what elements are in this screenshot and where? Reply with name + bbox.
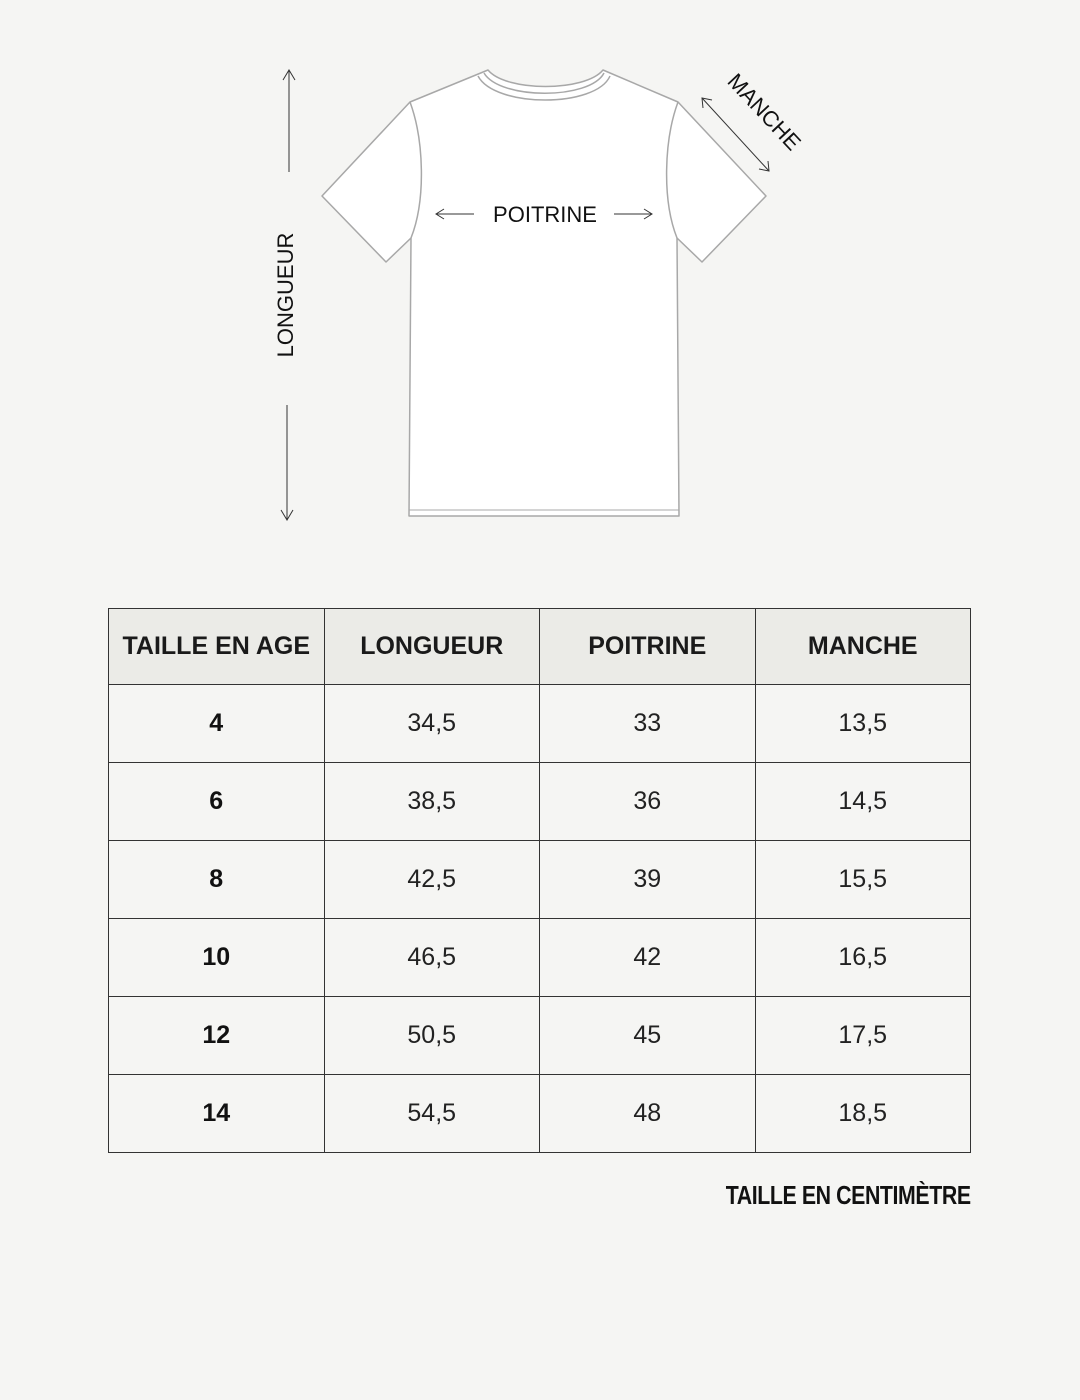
table-row xyxy=(109,919,971,997)
chest-label: POITRINE xyxy=(493,201,597,227)
cell-chest: 45 xyxy=(540,997,756,1075)
table-row xyxy=(109,763,971,841)
unit-note: TAILLE EN CENTIMÈTRE xyxy=(726,1180,971,1210)
cell-sleeve: 18,5 xyxy=(755,1075,971,1153)
cell-sleeve: 13,5 xyxy=(755,685,971,763)
cell-chest: 48 xyxy=(540,1075,756,1153)
cell-length: 34,5 xyxy=(324,685,540,763)
cell-sleeve: 16,5 xyxy=(755,919,971,997)
cell-age: 14 xyxy=(109,1075,325,1153)
header-sleeve: MANCHE xyxy=(755,609,971,685)
table-row xyxy=(109,841,971,919)
table-row xyxy=(109,997,971,1075)
header-length: LONGUEUR xyxy=(324,609,540,685)
cell-length: 38,5 xyxy=(324,763,540,841)
cell-length: 42,5 xyxy=(324,841,540,919)
tshirt-outline-icon xyxy=(322,70,766,516)
cell-length: 54,5 xyxy=(324,1075,540,1153)
cell-sleeve: 15,5 xyxy=(755,841,971,919)
sleeve-label: MANCHE xyxy=(722,68,806,156)
header-age: TAILLE EN AGE xyxy=(109,609,325,685)
table-row xyxy=(109,1075,971,1153)
cell-age: 10 xyxy=(109,919,325,997)
length-label: LONGUEUR xyxy=(272,232,298,358)
cell-chest: 33 xyxy=(540,685,756,763)
cell-age: 4 xyxy=(109,685,325,763)
tshirt-measurement-diagram xyxy=(0,0,1080,560)
cell-sleeve: 14,5 xyxy=(755,763,971,841)
cell-chest: 39 xyxy=(540,841,756,919)
cell-length: 50,5 xyxy=(324,997,540,1075)
header-chest: POITRINE xyxy=(540,609,756,685)
cell-age: 8 xyxy=(109,841,325,919)
cell-age: 6 xyxy=(109,763,325,841)
cell-length: 46,5 xyxy=(324,919,540,997)
cell-age: 12 xyxy=(109,997,325,1075)
cell-chest: 42 xyxy=(540,919,756,997)
cell-chest: 36 xyxy=(540,763,756,841)
table-header-row xyxy=(109,609,971,685)
table-row xyxy=(109,685,971,763)
size-chart-table xyxy=(108,608,971,1153)
cell-sleeve: 17,5 xyxy=(755,997,971,1075)
